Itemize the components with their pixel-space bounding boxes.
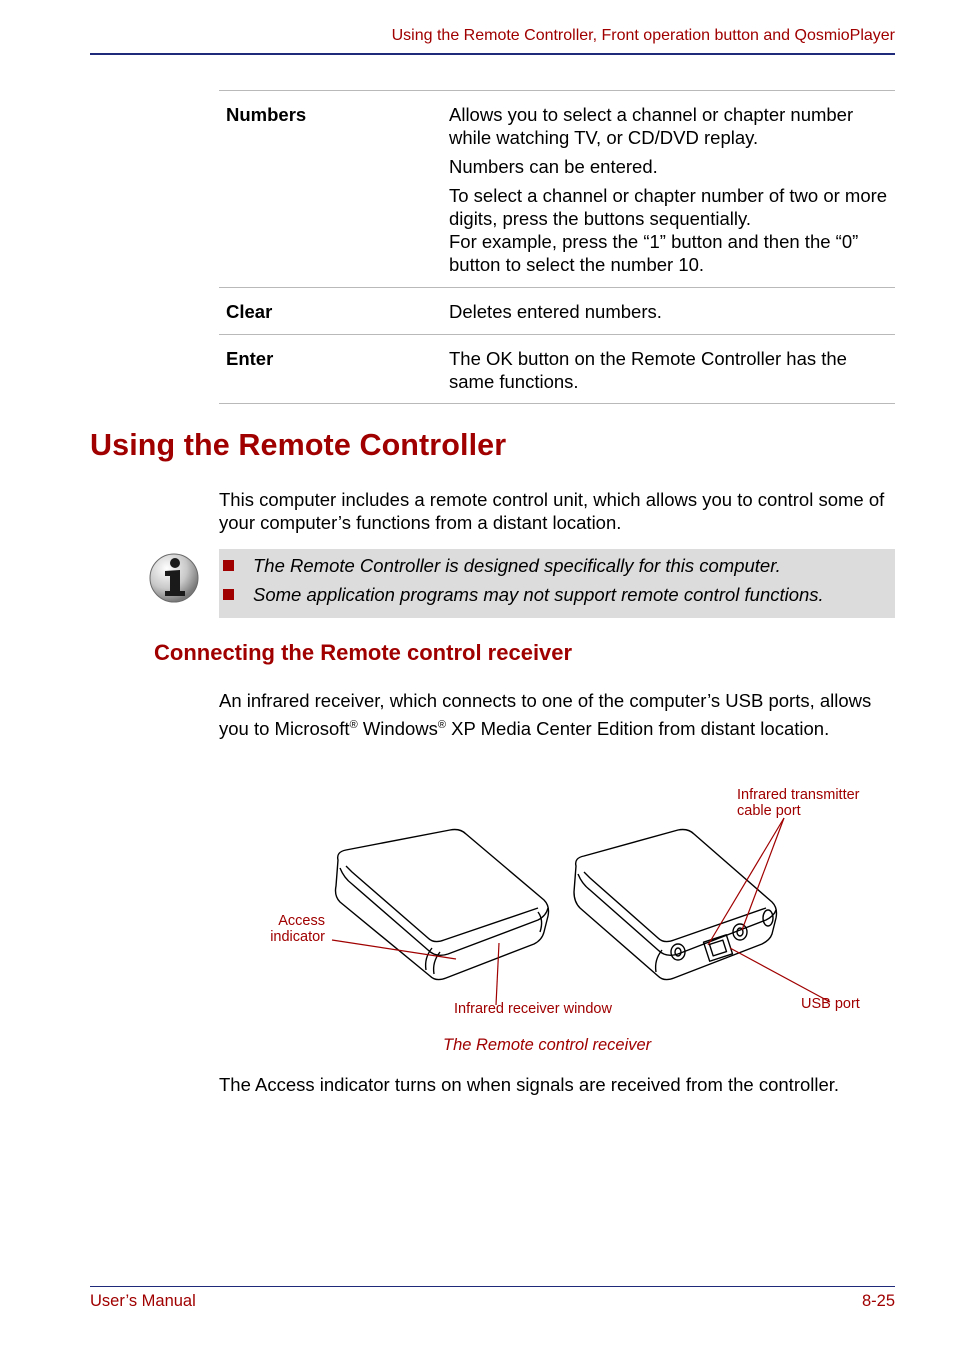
desc-text: For example, press the “1” button and then the “0” button to select the number 10. <box>449 231 859 275</box>
intro-paragraph: This computer includes a remote control unit, which allows you to control some of your computer’s functions from a distant location. <box>219 489 885 533</box>
footer-rule <box>90 1286 895 1287</box>
callout-text: indicator <box>270 929 325 945</box>
table-row <box>219 288 895 335</box>
desc-clear <box>449 288 895 335</box>
callout-access-indicator <box>265 913 325 945</box>
table-row <box>219 91 895 288</box>
section-heading: Using the Remote Controller <box>90 428 507 462</box>
note-box <box>219 549 895 618</box>
callout-ir-window: Infrared receiver window <box>454 1001 612 1017</box>
desc-enter <box>449 335 895 404</box>
note-text: Some application programs may not support remote control functions. <box>253 584 824 605</box>
callout-text: Access <box>278 913 325 929</box>
term-clear: Clear <box>226 301 273 322</box>
figure-caption: The Remote control receiver <box>443 1036 652 1054</box>
subsection-heading: Connecting the Remote control receiver <box>154 640 573 665</box>
registered-mark: ® <box>349 719 358 731</box>
header-rule <box>90 53 895 55</box>
running-header: Using the Remote Controller, Front operation button and QosmioPlayer <box>391 27 895 44</box>
desc-text: Numbers can be entered. <box>449 156 658 177</box>
table-row <box>219 335 895 404</box>
desc-numbers <box>449 91 895 288</box>
desc-text: Deletes entered numbers. <box>449 301 662 322</box>
para-text: XP Media Center Edition from distant location. <box>446 718 830 740</box>
note-item <box>223 555 781 577</box>
callout-usb-port: USB port <box>801 996 860 1012</box>
desc-text: Allows you to select a channel or chapter number while watching TV, or CD/DVD replay. <box>449 104 854 148</box>
closing-paragraph: The Access indicator turns on when signals are received from the controller. <box>219 1074 840 1095</box>
receiver-paragraph <box>219 689 895 741</box>
bullet-square-icon <box>223 589 234 600</box>
para-text: An infrared receiver, which connects to one of the computer’s USB ports, allows you to Microsoft <box>219 690 872 740</box>
page-number: 8-25 <box>861 1292 895 1310</box>
footer-manual-title: User’s Manual <box>90 1292 196 1310</box>
term-numbers: Numbers <box>226 104 307 125</box>
callout-text: Infrared transmitter <box>737 787 860 803</box>
callout-transmitter-port <box>737 787 860 819</box>
para-text: Windows <box>357 718 438 740</box>
info-icon <box>147 551 201 605</box>
bullet-square-icon <box>223 560 234 571</box>
desc-text: The OK button on the Remote Controller has the same functions. <box>449 348 847 392</box>
desc-text: To select a channel or chapter number of two or more digits, press the buttons sequentially. <box>449 185 888 229</box>
term-enter: Enter <box>226 348 274 369</box>
note-item <box>223 584 824 606</box>
callout-text: cable port <box>737 803 801 819</box>
registered-mark: ® <box>437 719 446 731</box>
button-definitions-table <box>219 90 895 404</box>
note-text: The Remote Controller is designed specifically for this computer. <box>253 555 781 576</box>
